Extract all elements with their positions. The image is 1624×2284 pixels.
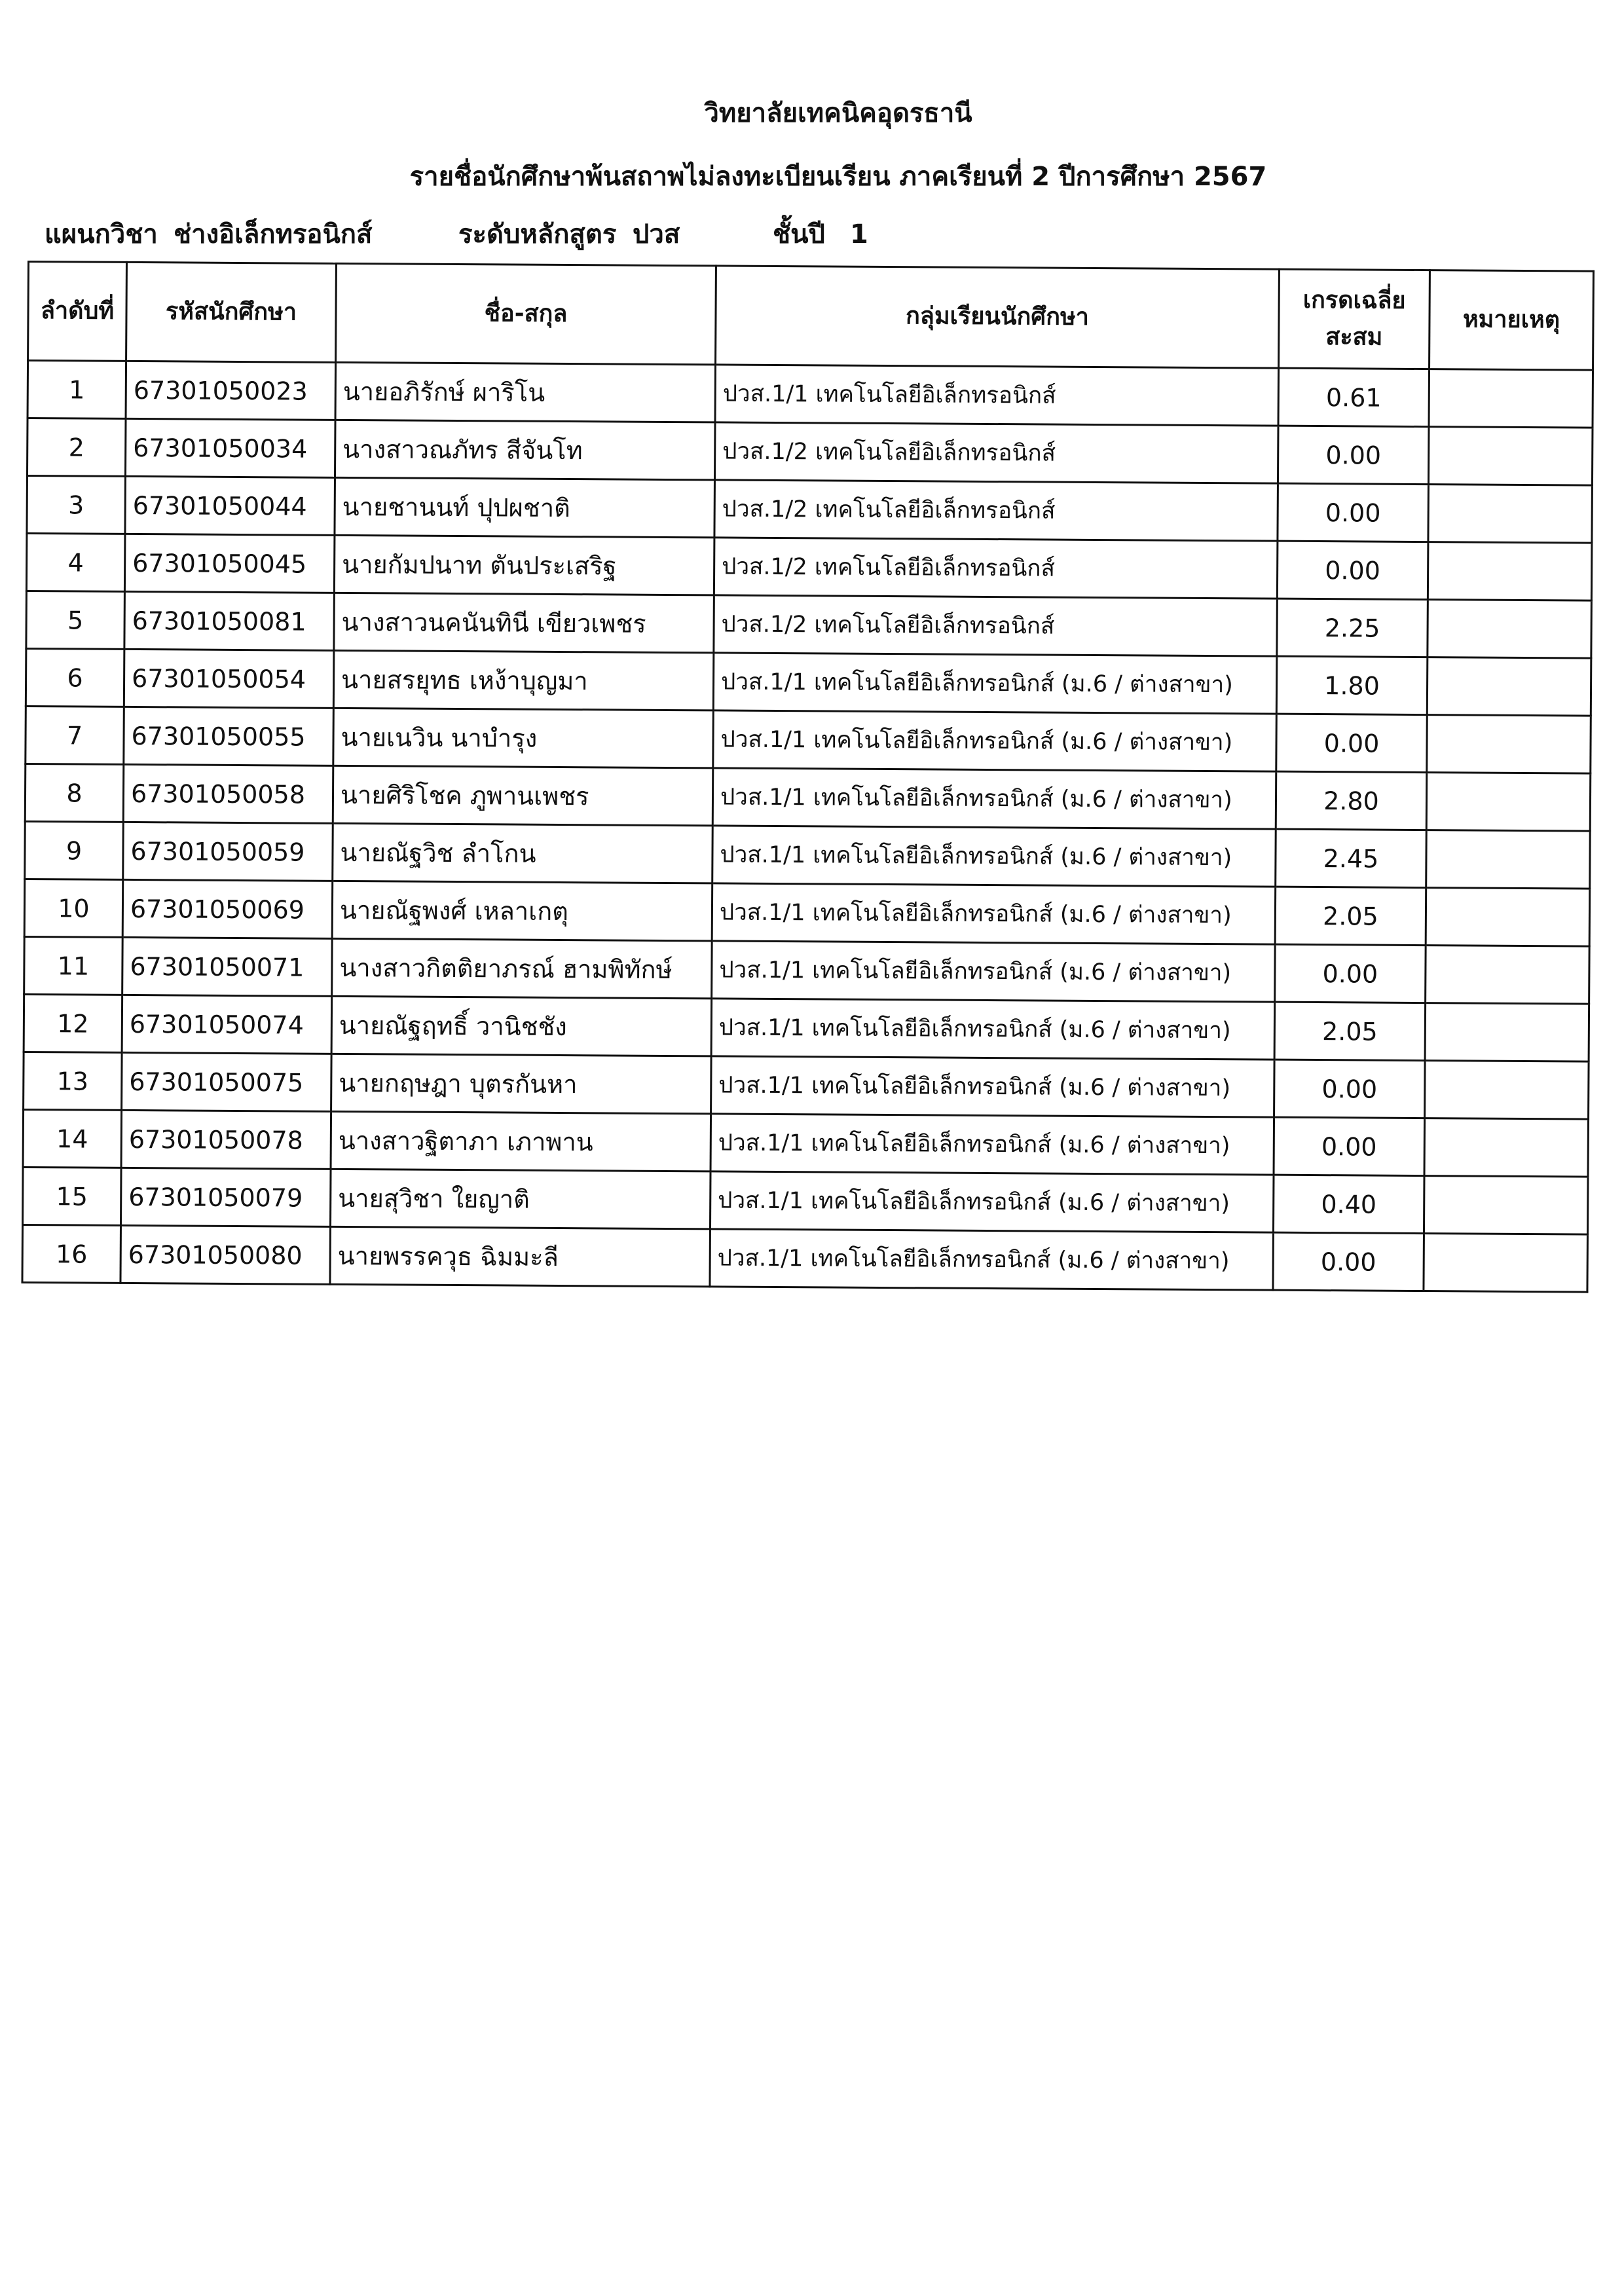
cell-note <box>1424 1118 1589 1177</box>
cell-group: ปวส.1/2 เทคโนโลยีอิเล็กทรอนิกส์ <box>714 480 1278 541</box>
level-label: ระดับหลักสูตร <box>458 219 617 249</box>
cell-student-id: 67301050080 <box>120 1225 331 1284</box>
cell-gpa: 2.05 <box>1274 1002 1426 1060</box>
cell-group: ปวส.1/1 เทคโนโลยีอิเล็กทรอนิกส์ (ม.6 / ต่างสาขา) <box>712 883 1276 944</box>
cell-note <box>1425 1003 1589 1062</box>
table-row <box>27 418 1592 486</box>
table-row <box>24 1052 1589 1119</box>
cell-note <box>1426 888 1590 947</box>
cell-no: 1 <box>28 361 126 419</box>
cell-group: ปวส.1/2 เทคโนโลยีอิเล็กทรอนิกส์ <box>714 595 1278 656</box>
cell-name: นายเนวิน นาบำรุง <box>333 708 714 768</box>
cell-group: ปวส.1/1 เทคโนโลยีอิเล็กทรอนิกส์ (ม.6 / ต่างสาขา) <box>710 1114 1274 1175</box>
cell-name: นายณัฐวิช ลำโกน <box>333 823 713 883</box>
cell-note <box>1426 830 1591 889</box>
cell-student-id: 67301050058 <box>123 764 333 823</box>
cell-no: 14 <box>23 1109 122 1168</box>
cell-name: นายอภิรักษ์ ผาริโน <box>335 362 716 422</box>
cell-gpa: 2.25 <box>1277 599 1428 657</box>
cell-note <box>1428 600 1592 659</box>
cell-student-id: 67301050034 <box>125 418 335 477</box>
cell-no: 8 <box>25 764 124 822</box>
cell-no: 5 <box>26 591 125 649</box>
col-header-gpa-line1: เกรดเฉลี่ย <box>1302 286 1406 314</box>
cell-note <box>1428 485 1593 543</box>
level-value: ปวส <box>633 219 680 249</box>
cell-group: ปวส.1/1 เทคโนโลยีอิเล็กทรอนิกส์ (ม.6 / ต่างสาขา) <box>711 999 1275 1059</box>
department-label: แผนกวิชา <box>45 219 158 249</box>
cell-note <box>1429 369 1593 428</box>
cell-name: นายณัฐฤทธิ์ วานิชชัง <box>331 996 712 1056</box>
cell-group: ปวส.1/1 เทคโนโลยีอิเล็กทรอนิกส์ (ม.6 / ต่างสาขา) <box>710 1171 1274 1232</box>
table-header-row <box>28 262 1594 371</box>
cell-no: 13 <box>24 1052 122 1110</box>
col-header-no: ลำดับที่ <box>28 262 127 361</box>
student-table <box>21 261 1594 1293</box>
cell-student-id: 67301050054 <box>124 649 334 708</box>
cell-no: 7 <box>26 706 124 764</box>
cell-no: 4 <box>26 534 125 592</box>
cell-no: 10 <box>24 879 123 937</box>
col-header-group: กลุ่มเรียนนักศึกษา <box>716 266 1280 368</box>
year-value: 1 <box>850 219 868 249</box>
cell-gpa: 0.00 <box>1274 1059 1426 1118</box>
cell-gpa: 2.80 <box>1276 771 1427 830</box>
cell-no: 9 <box>25 821 124 879</box>
cell-student-id: 67301050075 <box>122 1052 332 1111</box>
cell-group: ปวส.1/1 เทคโนโลยีอิเล็กทรอนิกส์ (ม.6 / ต่างสาขา) <box>711 1056 1275 1117</box>
cell-gpa: 0.00 <box>1275 944 1426 1003</box>
cell-gpa: 0.00 <box>1276 714 1428 772</box>
cell-student-id: 67301050074 <box>122 995 332 1054</box>
cell-no: 6 <box>26 648 124 707</box>
table-row <box>28 361 1593 428</box>
cell-group: ปวส.1/1 เทคโนโลยีอิเล็กทรอนิกส์ (ม.6 / ต่างสาขา) <box>710 1229 1274 1290</box>
table-row <box>23 1167 1588 1234</box>
cell-student-id: 67301050045 <box>124 534 335 593</box>
cell-gpa: 2.05 <box>1275 887 1426 945</box>
cell-student-id: 67301050081 <box>124 591 335 650</box>
cell-note <box>1428 542 1592 601</box>
cell-note <box>1428 427 1593 486</box>
cell-gpa: 0.61 <box>1278 368 1430 426</box>
cell-name: นางสาวกิตติยาภรณ์ ฮามพิทักษ์ <box>332 938 712 999</box>
table-body <box>22 361 1593 1293</box>
college-title: วิทยาลัยเทคนิคอุดรธานี <box>704 98 972 128</box>
cell-no: 11 <box>24 936 123 995</box>
cell-no: 15 <box>23 1167 122 1225</box>
cell-name: นายกฤษฎา บุตรกันหา <box>331 1054 712 1114</box>
cell-gpa: 0.00 <box>1277 541 1428 599</box>
year-label: ชั้นปี <box>773 219 825 249</box>
cell-student-id: 67301050079 <box>121 1168 331 1226</box>
table-row <box>23 1109 1588 1177</box>
cell-note <box>1427 715 1591 774</box>
cell-student-id: 67301050023 <box>126 361 336 420</box>
col-header-gpa-line2: สะสม <box>1325 323 1383 351</box>
cell-no: 3 <box>27 476 126 534</box>
cell-student-id: 67301050078 <box>121 1110 331 1169</box>
cell-note <box>1425 1061 1589 1120</box>
table-row <box>25 764 1590 831</box>
cell-gpa: 1.80 <box>1276 656 1428 714</box>
cell-group: ปวส.1/2 เทคโนโลยีอิเล็กทรอนิกส์ <box>714 422 1278 483</box>
cell-gpa: 2.45 <box>1276 829 1427 887</box>
cell-no: 16 <box>22 1225 121 1283</box>
cell-group: ปวส.1/1 เทคโนโลยีอิเล็กทรอนิกส์ <box>715 365 1279 426</box>
cell-note <box>1424 1176 1588 1235</box>
cell-name: นายสรยุทธ เหง้าบุญมา <box>333 650 714 710</box>
cell-note <box>1426 946 1590 1004</box>
cell-note <box>1427 657 1591 716</box>
col-header-note: หมายเหตุ <box>1430 270 1594 371</box>
table-row <box>24 879 1589 946</box>
table-row <box>27 476 1592 543</box>
col-header-name: ชื่อ-สกุล <box>336 263 716 365</box>
cell-student-id: 67301050055 <box>124 707 334 765</box>
table-row <box>26 706 1591 773</box>
cell-gpa: 0.00 <box>1274 1117 1425 1175</box>
cell-name: นางสาวณภัทร สีจันโท <box>335 420 715 480</box>
department-value: ช่างอิเล็กทรอนิกส์ <box>174 219 373 249</box>
cell-gpa: 0.00 <box>1278 426 1429 484</box>
cell-group: ปวส.1/1 เทคโนโลยีอิเล็กทรอนิกส์ (ม.6 / ต่างสาขา) <box>712 826 1276 887</box>
cell-no: 12 <box>24 994 122 1052</box>
table-row <box>24 936 1589 1004</box>
cell-group: ปวส.1/1 เทคโนโลยีอิเล็กทรอนิกส์ (ม.6 / ต่างสาขา) <box>713 653 1277 714</box>
cell-gpa: 0.00 <box>1278 483 1429 542</box>
cell-note <box>1426 773 1591 832</box>
cell-name: นายศิริโชค ภูพานเพชร <box>333 765 713 826</box>
cell-name: นายพรรควุธ ฉิมมะลี <box>330 1226 710 1287</box>
cell-name: นางสาวนคนันทินี เขียวเพชร <box>334 593 714 653</box>
cell-student-id: 67301050069 <box>122 879 333 938</box>
cell-group: ปวส.1/1 เทคโนโลยีอิเล็กทรอนิกส์ (ม.6 / ต่างสาขา) <box>713 710 1277 771</box>
table-row <box>26 534 1591 601</box>
cell-group: ปวส.1/2 เทคโนโลยีอิเล็กทรอนิกส์ <box>714 538 1278 599</box>
table-row <box>26 648 1591 716</box>
table-row <box>25 821 1590 889</box>
cell-name: นายชานนท์ ปุปผชาติ <box>335 477 715 538</box>
cell-gpa: 0.40 <box>1273 1175 1424 1233</box>
cell-name: นายณัฐพงศ์ เหลาเกตุ <box>332 881 712 941</box>
cell-group: ปวส.1/1 เทคโนโลยีอิเล็กทรอนิกส์ (ม.6 / ต่างสาขา) <box>712 941 1276 1002</box>
cell-gpa: 0.00 <box>1273 1232 1424 1291</box>
cell-student-id: 67301050071 <box>122 937 333 996</box>
cell-student-id: 67301050059 <box>123 822 333 881</box>
cell-student-id: 67301050044 <box>125 476 335 535</box>
list-title: รายชื่อนักศึกษาพ้นสถาพไม่ลงทะเบียนเรียน ภาคเรียนที่ 2 ปีการศึกษา 2567 <box>409 162 1267 192</box>
cell-name: นายสุวิชา ใยญาติ <box>330 1169 710 1229</box>
cell-name: นางสาวฐิตาภา เภาพาน <box>331 1111 711 1171</box>
col-header-student-id: รหัสนักศึกษา <box>126 262 337 362</box>
cell-note <box>1424 1234 1588 1293</box>
cell-no: 2 <box>27 418 126 477</box>
col-header-gpa <box>1279 269 1430 369</box>
table-row <box>26 591 1591 658</box>
cell-name: นายกัมปนาท ตันประเสริฐ <box>334 535 714 595</box>
table-row <box>24 994 1589 1061</box>
cell-group: ปวส.1/1 เทคโนโลยีอิเล็กทรอนิกส์ (ม.6 / ต่างสาขา) <box>712 768 1276 829</box>
table-row <box>22 1225 1587 1292</box>
